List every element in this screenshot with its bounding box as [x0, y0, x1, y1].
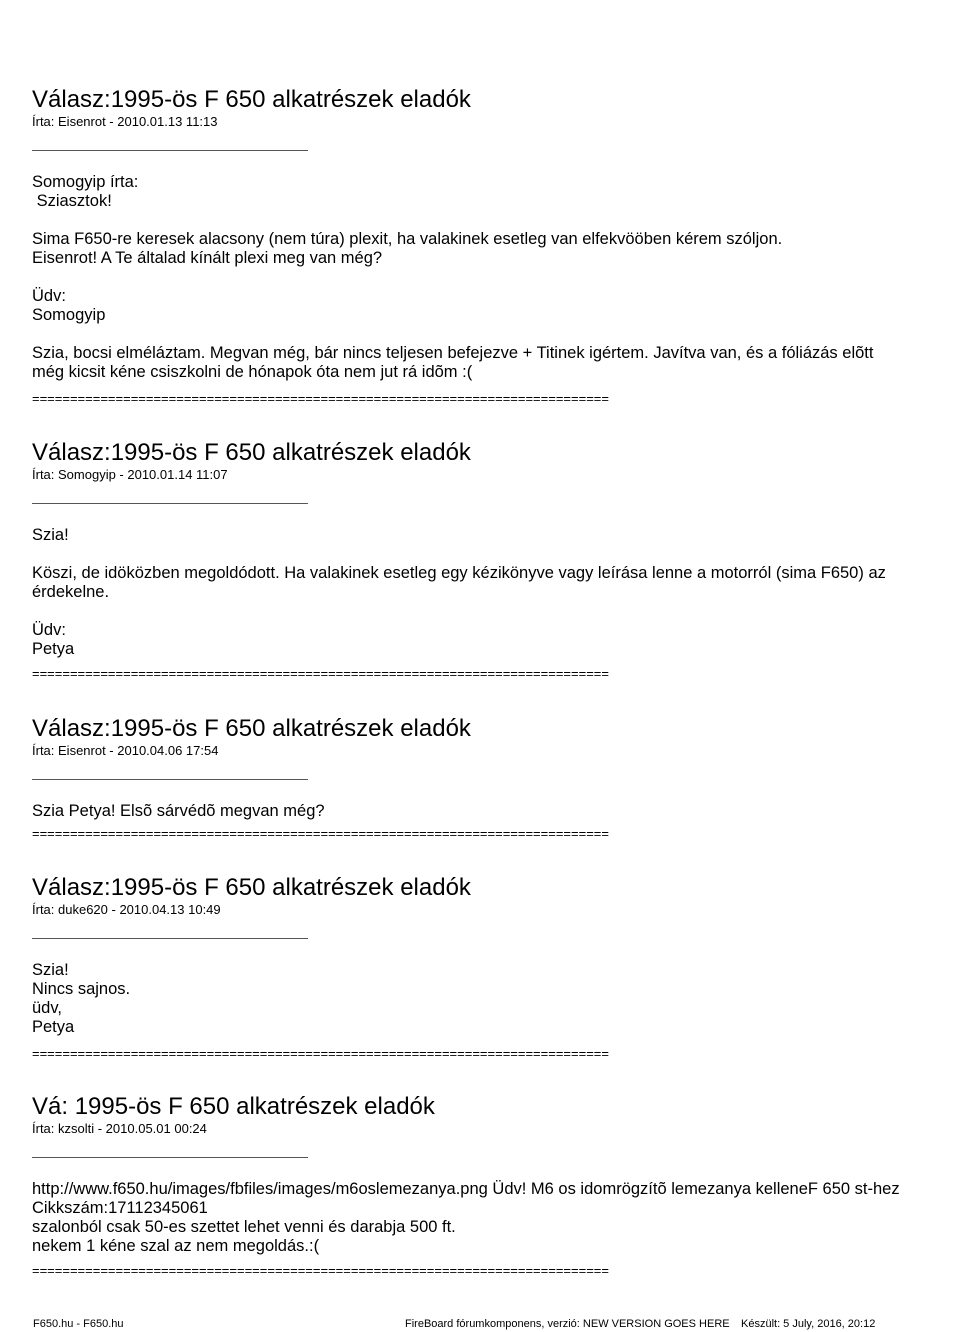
post-title: Válasz:1995-ös F 650 alkatrészek eladók [32, 439, 471, 466]
header-rule [32, 938, 308, 939]
post-body [32, 961, 932, 1037]
body-line: Szia! [32, 961, 69, 979]
body-line: Szia Petya! Elsõ sárvédõ megvan még? [32, 802, 325, 820]
body-line: Eisenrot! A Te általad kínált plexi meg van még? [32, 249, 383, 267]
body-line: Sima F650-re keresek alacsony (nem túra) plexit, ha valakinek esetleg van elfekvööben kérem szóljon. [32, 230, 783, 248]
post [32, 86, 932, 382]
post-title: Válasz:1995-ös F 650 alkatrészek eladók [32, 874, 471, 901]
post-body [32, 526, 932, 659]
header-rule [32, 503, 308, 504]
separator: ============================================================================ [32, 1046, 609, 1061]
post-body [32, 1180, 932, 1256]
body-line: Üdv: [32, 287, 66, 305]
post-meta: Írta: kzsolti - 2010.05.01 00:24 [32, 1121, 207, 1136]
post [32, 715, 932, 821]
body-line: Petya [32, 1018, 75, 1036]
post-title: Vá: 1995-ös F 650 alkatrészek eladók [32, 1093, 435, 1120]
body-line: még kicsit kéne csiszkolni de hónapok óta nem jut rá idõm :( [32, 363, 473, 381]
body-line: Szia! [32, 526, 69, 544]
post [32, 439, 932, 659]
post-meta: Írta: Somogyip - 2010.01.14 11:07 [32, 467, 228, 482]
body-line: Somogyip írta: [32, 173, 139, 191]
body-line: Üdv: [32, 621, 66, 639]
post-meta: Írta: Eisenrot - 2010.01.13 11:13 [32, 114, 218, 129]
body-line: Köszi, de idöközben megoldódott. Ha valakinek esetleg egy kézikönyve vagy leírása lenne a motorról (sima F650) az [32, 564, 886, 582]
header-rule [32, 779, 308, 780]
post [32, 1093, 932, 1256]
separator: ============================================================================ [32, 826, 609, 841]
body-line: szalonból csak 50-es szettet lehet venni és darabja 500 ft. [32, 1218, 456, 1236]
post-meta: Írta: Eisenrot - 2010.04.06 17:54 [32, 743, 219, 758]
footer-component: FireBoard fórumkomponens, verzió: NEW VERSION GOES HERE [405, 1318, 730, 1330]
body-line: http://www.f650.hu/images/fbfiles/images/m6oslemezanya.png Üdv! M6 os idomrögzítõ lemezanya kelleneF 650 st-hez [32, 1180, 900, 1198]
post [32, 874, 932, 1037]
post-title: Válasz:1995-ös F 650 alkatrészek eladók [32, 715, 471, 742]
body-line: Cikkszám:17112345061 [32, 1199, 208, 1217]
body-line: Petya [32, 640, 75, 658]
header-rule [32, 150, 308, 151]
body-line: nekem 1 kéne szal az nem megoldás.:( [32, 1237, 320, 1255]
body-line: Sziasztok! [32, 192, 112, 210]
header-rule [32, 1157, 308, 1158]
separator: ============================================================================ [32, 666, 609, 681]
post-body [32, 802, 932, 821]
body-line: Szia, bocsi elméláztam. Megvan még, bár nincs teljesen befejezve + Titinek igértem. Javítva van, és a fóliázás elõtt [32, 344, 874, 362]
footer-generated: Készült: 5 July, 2016, 20:12 [741, 1318, 876, 1330]
body-line: üdv, [32, 999, 62, 1017]
body-line: Nincs sajnos. [32, 980, 131, 998]
post-title: Válasz:1995-ös F 650 alkatrészek eladók [32, 86, 471, 113]
post-meta: Írta: duke620 - 2010.04.13 10:49 [32, 902, 221, 917]
footer-site: F650.hu - F650.hu [33, 1318, 124, 1330]
body-line: érdekelne. [32, 583, 110, 601]
separator: ============================================================================ [32, 391, 609, 406]
body-line: Somogyip [32, 306, 106, 324]
separator: ============================================================================ [32, 1263, 609, 1278]
post-body [32, 173, 932, 382]
